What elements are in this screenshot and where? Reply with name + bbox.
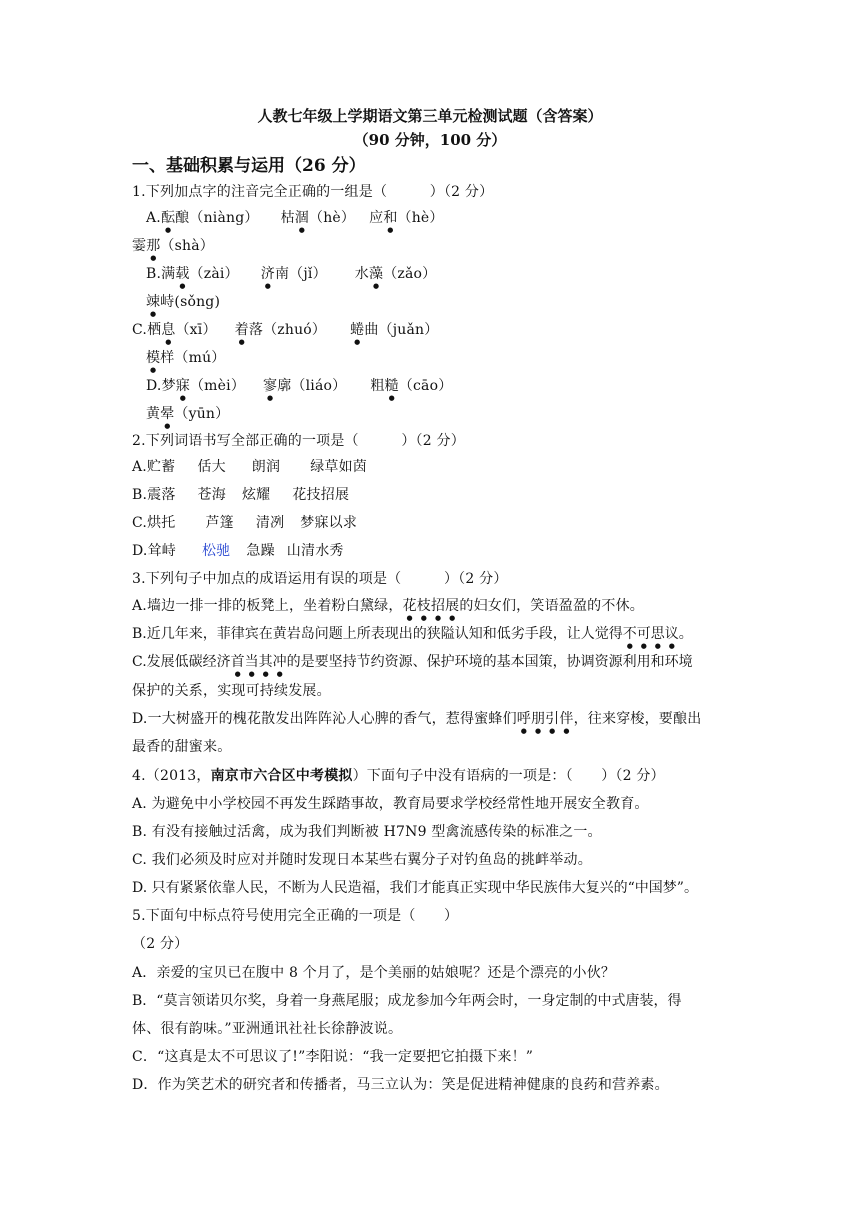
question-4-option-c: C. 我们必须及时应对并随时发现日本某些右翼分子对钓鱼岛的挑衅举动。 xyxy=(132,852,592,868)
question-2-option-d: D.耸峙 松驰 急躁 山清水秀 xyxy=(132,543,344,559)
question-2-option-a: A.贮蓄 佸大 朗润 绿草如茵 xyxy=(132,459,367,475)
emphasized-char: 载 xyxy=(175,266,190,282)
emphasized-char: 糙 xyxy=(384,378,399,394)
question-5-option-b-cont: 体、很有韵味。”亚洲通讯社社长徐静波说。 xyxy=(132,1021,403,1037)
question-1-option-b: B.满载（zài） 济南（jǐ） 水藻（zǎo） xyxy=(146,266,437,282)
source-label: 南京市六合区中考模拟 xyxy=(210,768,353,784)
question-5-option-c: C．“这真是太不可思议了!”李阳说：“我一定要把它拍摄下来！” xyxy=(132,1049,534,1065)
question-5-option-d: D．作为笑艺术的研究者和传播者，马三立认为：笑是促进精神健康的良药和营养素。 xyxy=(132,1077,669,1093)
emphasized-char: 寥 xyxy=(263,378,278,394)
emphasized-char: 着 xyxy=(234,322,249,338)
question-5-option-b: B．“莫言领诺贝尔奖，身着一身燕尾服；成龙参加今年两会时，一身定制的中式唐装，得 xyxy=(132,993,682,1009)
question-1-option-c-cont: 模样（mú） xyxy=(146,350,226,366)
question-1-option-a-cont: 霎那（shà） xyxy=(132,238,214,254)
question-3-option-a: A.墙边一排一排的板凳上，坐着粉白黛绿，花枝招展的妇女们，笑语盈盈的不休。 xyxy=(132,598,644,614)
question-5-stem: 5.下面句中标点符号使用完全正确的一项是（ ） xyxy=(132,908,459,924)
question-1-option-d: D.梦寐（mèi） 寥廓（liáo） 粗糙（cāo） xyxy=(146,378,453,394)
question-2-option-c: C.烘托 芦篷 清冽 梦寐以求 xyxy=(132,515,358,531)
question-5-option-a: A．亲爱的宝贝已在腹中 8 个月了，是个美丽的姑娘呢？还是个漂亮的小伙？ xyxy=(132,965,616,981)
section-heading: 一、基础积累与运用（26 分） xyxy=(132,156,366,176)
question-4-option-d: D. 只有紧紧依靠人民，不断为人民造福，我们才能真正实现中华民族伟大复兴的“中国梦”。 xyxy=(132,880,698,896)
emphasized-char: 竦 xyxy=(146,294,161,310)
emphasized-char: 酝 xyxy=(160,210,176,226)
emphasized-idiom: 呼朋引伴 xyxy=(516,711,574,727)
question-5-score: （2 分） xyxy=(132,936,189,952)
emphasized-char: 涸 xyxy=(294,210,309,226)
emphasized-idiom: 花枝招展 xyxy=(402,598,460,614)
emphasized-char: 模 xyxy=(146,350,161,366)
question-2-option-b: B.震落 苍海 炫耀 花技招展 xyxy=(132,487,350,503)
question-3-stem: 3.下列句子中加点的成语运用有误的项是（ ）（2 分） xyxy=(132,571,508,587)
question-3-option-b: B.近几年来，菲律宾在黄岩岛问题上所表现出的狭隘认知和低劣手段，让人觉得不可思议。 xyxy=(132,626,693,642)
question-4-stem: 4.（2013，南京市六合区中考模拟）下面句子中没有语病的一项是：（ ）（2 分） xyxy=(132,768,665,784)
emphasized-idiom: 首当其冲 xyxy=(230,654,287,670)
question-1-option-a: A.酝酿（niàng） 枯涸（hè） 应和（hè） xyxy=(146,210,444,226)
document-subtitle: （90 分钟，100 分） xyxy=(353,131,507,149)
emphasized-char: 蜷 xyxy=(350,322,365,338)
highlighted-word: 松驰 xyxy=(201,543,231,559)
question-3-option-c-cont: 保护的关系，实现可持续发展。 xyxy=(132,683,331,699)
question-4-option-a: A. 为避免中小学校园不再发生踩踏事故，教育局要求学校经常性地开展安全教育。 xyxy=(132,796,649,812)
question-2-stem: 2.下列词语书写全部正确的一项是（ ）（2 分） xyxy=(132,433,465,449)
emphasized-char: 藻 xyxy=(368,266,384,282)
question-3-option-d-cont: 最香的甜蜜来。 xyxy=(132,739,232,755)
question-1-stem: 1.下列加点字的注音完全正确的一组是（ ）（2 分） xyxy=(132,184,494,200)
emphasized-char: 寐 xyxy=(175,378,190,394)
emphasized-char: 济 xyxy=(260,266,275,282)
emphasized-idiom: 不可思议 xyxy=(622,626,679,642)
question-1-option-b-cont: 竦峙(sǒng) xyxy=(146,294,221,310)
emphasized-char: 那 xyxy=(146,238,161,254)
question-1-option-d-cont: 黄晕（yūn） xyxy=(146,406,230,422)
emphasized-char: 晕 xyxy=(160,406,175,422)
emphasized-char: 息 xyxy=(161,322,176,338)
question-4-option-b: B. 有没有接触过活禽，成为我们判断被 H7N9 型禽流感传染的标准之一。 xyxy=(132,824,602,840)
question-1-option-c: C.栖息（xī） 着落（zhuó） 蜷曲（juǎn） xyxy=(132,322,439,338)
question-3-option-c: C.发展低碳经济首当其冲的是要坚持节约资源、保护环境的基本国策，协调资源利用和环境 xyxy=(132,654,693,670)
emphasized-char: 和 xyxy=(383,210,398,226)
document-title: 人教七年级上学期语文第三单元检测试题（含答案） xyxy=(257,107,603,125)
question-3-option-d: D.一大树盛开的槐花散发出阵阵沁人心脾的香气，惹得蜜蜂们呼朋引伴，往来穿梭，要酿出 xyxy=(132,711,702,727)
